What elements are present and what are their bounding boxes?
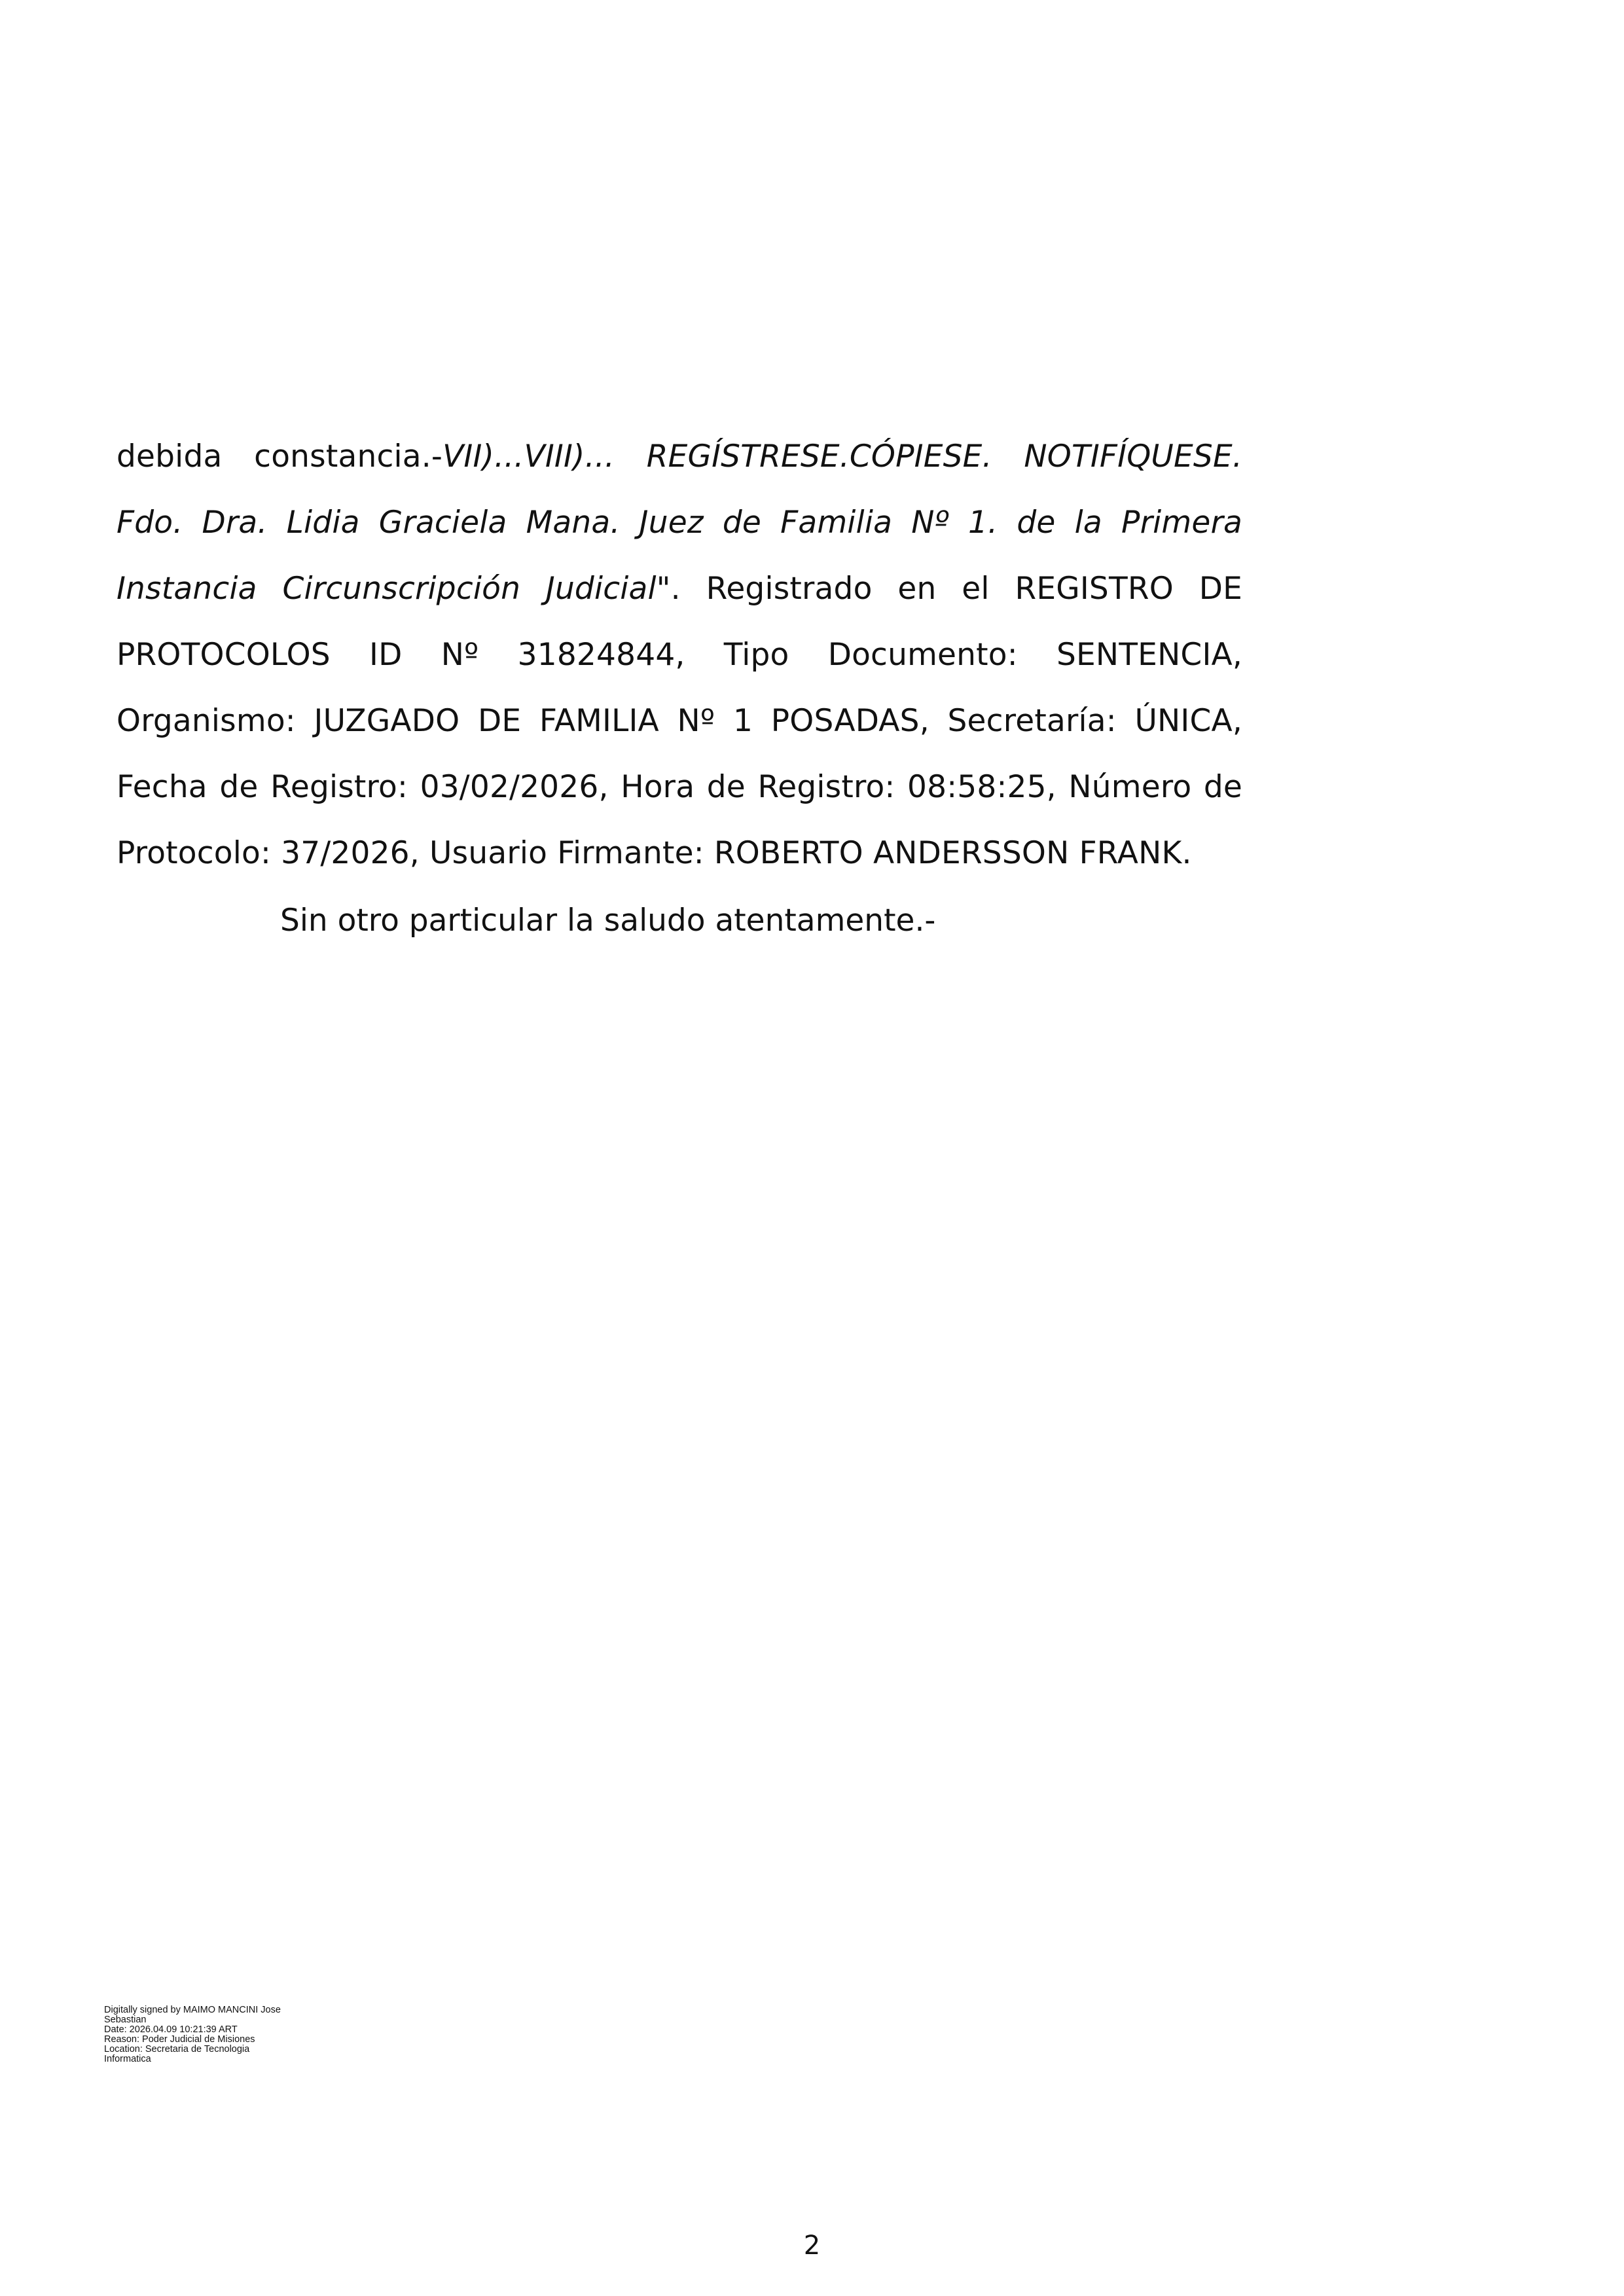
signature-line: Digitally signed by MAIMO MANCINI Jose [104,2005,281,2015]
closing-line: Sin otro particular la saludo atentamente.- [280,903,936,939]
signature-line: Date: 2026.04.09 10:21:39 ART [104,2024,238,2035]
page-number: 2 [803,2231,821,2261]
signature-line: Location: Secretaria de Tecnologia [104,2044,250,2054]
signature-line: Reason: Poder Judicial de Misiones [104,2034,255,2045]
signature-line: Informatica [104,2054,151,2064]
paragraph-run-registration: ". Registrado en el REGISTRO DE PROTOCOLOS ID Nº 31824844, Tipo Documento: SENTENCIA, Organismo: JUZGADO DE FAMILIA Nº 1 POSADAS, Secretaría: ÚNICA, Fecha de Registro: 03/02/2026, Hora de Registro: 08:58:25, Número de Protocolo: 37/2026, Usuario Firmante: ROBERTO ANDERSSON FRANK. [117,571,1243,871]
paragraph-run-plain: debida constancia.- [117,439,443,475]
signature-line: Sebastian [104,2015,147,2025]
paragraph-run-italic: VII)...VIII)... REGÍSTRESE.CÓPIESE. NOTIFÍQUESE. Fdo. Dra. Lidia Graciela Mana. Juez de Familia Nº 1. de la Primera Instancia Circunscripción Judicial [117,439,1242,607]
digital-signature-block [104,2005,340,2064]
body-paragraph [117,423,1242,886]
